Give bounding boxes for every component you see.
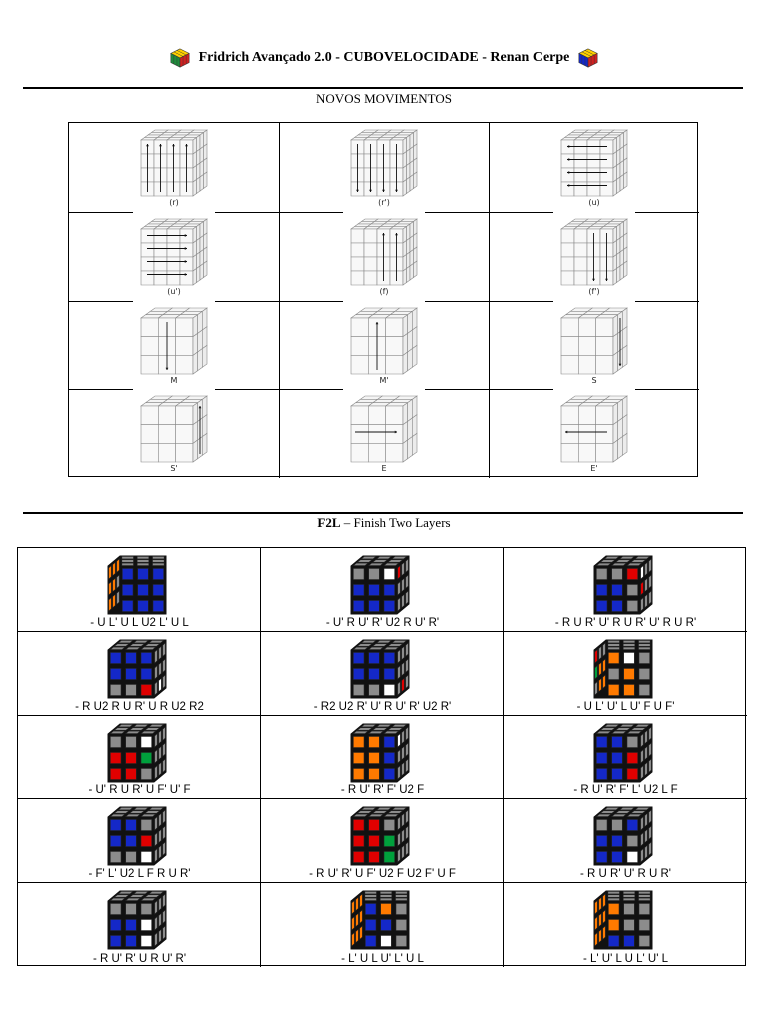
move-label: M — [170, 375, 178, 385]
rubiks-cube-icon — [577, 47, 599, 69]
f2l-case-cell — [18, 632, 261, 716]
cell-divider — [215, 301, 279, 302]
cell-divider — [635, 212, 699, 213]
wireframe-cube-diagram — [137, 215, 211, 289]
cell-divider — [489, 301, 553, 302]
move-cell — [69, 123, 279, 212]
wireframe-cube-diagram — [137, 304, 211, 378]
f2l-case-cell — [261, 883, 504, 967]
wireframe-cube-diagram — [347, 126, 421, 200]
move-label: S — [591, 375, 597, 385]
cell-divider — [69, 301, 133, 302]
move-label: (f') — [588, 286, 600, 296]
algorithm-text: - U L' U L U2 L' U L — [90, 616, 189, 629]
cube-state-diagram — [590, 887, 656, 953]
algorithm-text: - F' L' U2 L F R U R' — [88, 868, 191, 881]
moves-table — [68, 122, 698, 477]
wireframe-cube-diagram — [557, 215, 631, 289]
move-cell — [279, 123, 489, 212]
move-label: (u') — [167, 286, 181, 296]
cube-state-diagram — [104, 552, 170, 618]
algorithm-text: - R U R' U' R U R' — [580, 868, 671, 881]
move-label: E — [381, 464, 387, 474]
f2l-title-rest: – Finish Two Layers — [340, 515, 451, 530]
algorithm-text: - R U2 R U R' U R U2 R2 — [75, 700, 204, 713]
cube-state-diagram — [590, 720, 656, 786]
f2l-case-cell — [504, 632, 747, 716]
f2l-title-bold: F2L — [317, 515, 341, 530]
document-header — [0, 43, 768, 73]
divider — [23, 87, 743, 89]
algorithm-text: - U' R U R' U F' U' F — [88, 784, 191, 797]
cell-divider — [69, 212, 133, 213]
f2l-case-cell — [261, 799, 504, 883]
cell-divider — [635, 301, 699, 302]
cube-state-diagram — [104, 636, 170, 702]
wireframe-cube-diagram — [137, 126, 211, 200]
move-cell — [489, 212, 699, 301]
move-label: (r) — [169, 198, 179, 207]
algorithm-text: - R U R' U' R U R' U' R U R' — [554, 616, 697, 629]
algorithm-text: - R2 U2 R' U' R U' R' U2 R' — [313, 700, 452, 713]
move-cell — [489, 301, 699, 390]
f2l-case-cell — [261, 632, 504, 716]
move-cell — [279, 212, 489, 301]
cube-state-diagram — [347, 803, 413, 869]
cube-state-diagram — [104, 887, 170, 953]
move-label: (u) — [588, 198, 600, 207]
cube-state-diagram — [104, 720, 170, 786]
move-label: S' — [170, 464, 178, 474]
wireframe-cube-diagram — [347, 304, 421, 378]
algorithm-text: - U L' U' L U' F U F' — [576, 700, 675, 713]
algorithm-text: - R U' R' F' U2 F — [340, 784, 425, 797]
f2l-table — [17, 547, 746, 966]
f2l-case-cell — [504, 799, 747, 883]
document-title: Fridrich Avançado 2.0 - CUBOVELOCIDADE - Renan Cerpe — [198, 50, 570, 65]
cell-divider — [425, 389, 489, 390]
wireframe-cube-diagram — [347, 392, 421, 466]
rubiks-cube-icon — [169, 47, 191, 69]
cell-divider — [425, 301, 489, 302]
move-cell — [69, 212, 279, 301]
cube-state-diagram — [347, 720, 413, 786]
algorithm-text: - R U' R' F' L' U2 L F — [573, 784, 678, 797]
move-label: (r') — [378, 198, 390, 207]
move-label: M' — [379, 375, 389, 385]
wireframe-cube-diagram — [557, 126, 631, 200]
f2l-case-cell — [18, 799, 261, 883]
cube-state-diagram — [590, 803, 656, 869]
wireframe-cube-diagram — [557, 304, 631, 378]
algorithm-text: - R U' R' U R U' R' — [92, 952, 187, 965]
cell-divider — [215, 389, 279, 390]
move-cell — [489, 123, 699, 212]
wireframe-cube-diagram — [557, 392, 631, 466]
f2l-case-cell — [261, 548, 504, 632]
cube-state-diagram — [104, 803, 170, 869]
move-cell — [279, 389, 489, 478]
move-label: E' — [590, 464, 598, 474]
cell-divider — [489, 389, 553, 390]
cell-divider — [279, 389, 343, 390]
cell-divider — [69, 389, 133, 390]
f2l-case-cell — [18, 716, 261, 800]
algorithm-text: - L' U' L U L' U' L — [582, 952, 669, 965]
algorithm-text: - L' U L U' L' U L — [341, 952, 424, 965]
f2l-case-cell — [504, 716, 747, 800]
cube-state-diagram — [347, 887, 413, 953]
cell-divider — [489, 212, 553, 213]
move-cell — [489, 389, 699, 478]
algorithm-text: - R U' R' U F' U2 F U2 F' U F — [309, 868, 456, 881]
f2l-section-title — [0, 515, 768, 531]
cell-divider — [635, 389, 699, 390]
f2l-case-cell — [504, 883, 747, 967]
move-cell — [69, 301, 279, 390]
cube-state-diagram — [590, 636, 656, 702]
moves-section-title: NOVOS MOVIMENTOS — [316, 91, 452, 106]
cell-divider — [279, 212, 343, 213]
cell-divider — [279, 301, 343, 302]
move-label: (f) — [379, 286, 389, 296]
cube-state-diagram — [347, 552, 413, 618]
divider — [23, 512, 743, 514]
f2l-case-cell — [504, 548, 747, 632]
wireframe-cube-diagram — [347, 215, 421, 289]
cube-state-diagram — [347, 636, 413, 702]
cell-divider — [425, 212, 489, 213]
f2l-case-cell — [18, 548, 261, 632]
cell-divider — [215, 212, 279, 213]
move-cell — [69, 389, 279, 478]
cube-state-diagram — [590, 552, 656, 618]
f2l-case-cell — [261, 716, 504, 800]
wireframe-cube-diagram — [137, 392, 211, 466]
move-cell — [279, 301, 489, 390]
algorithm-text: - U' R U' R' U2 R U' R' — [325, 616, 440, 629]
f2l-case-cell — [18, 883, 261, 967]
